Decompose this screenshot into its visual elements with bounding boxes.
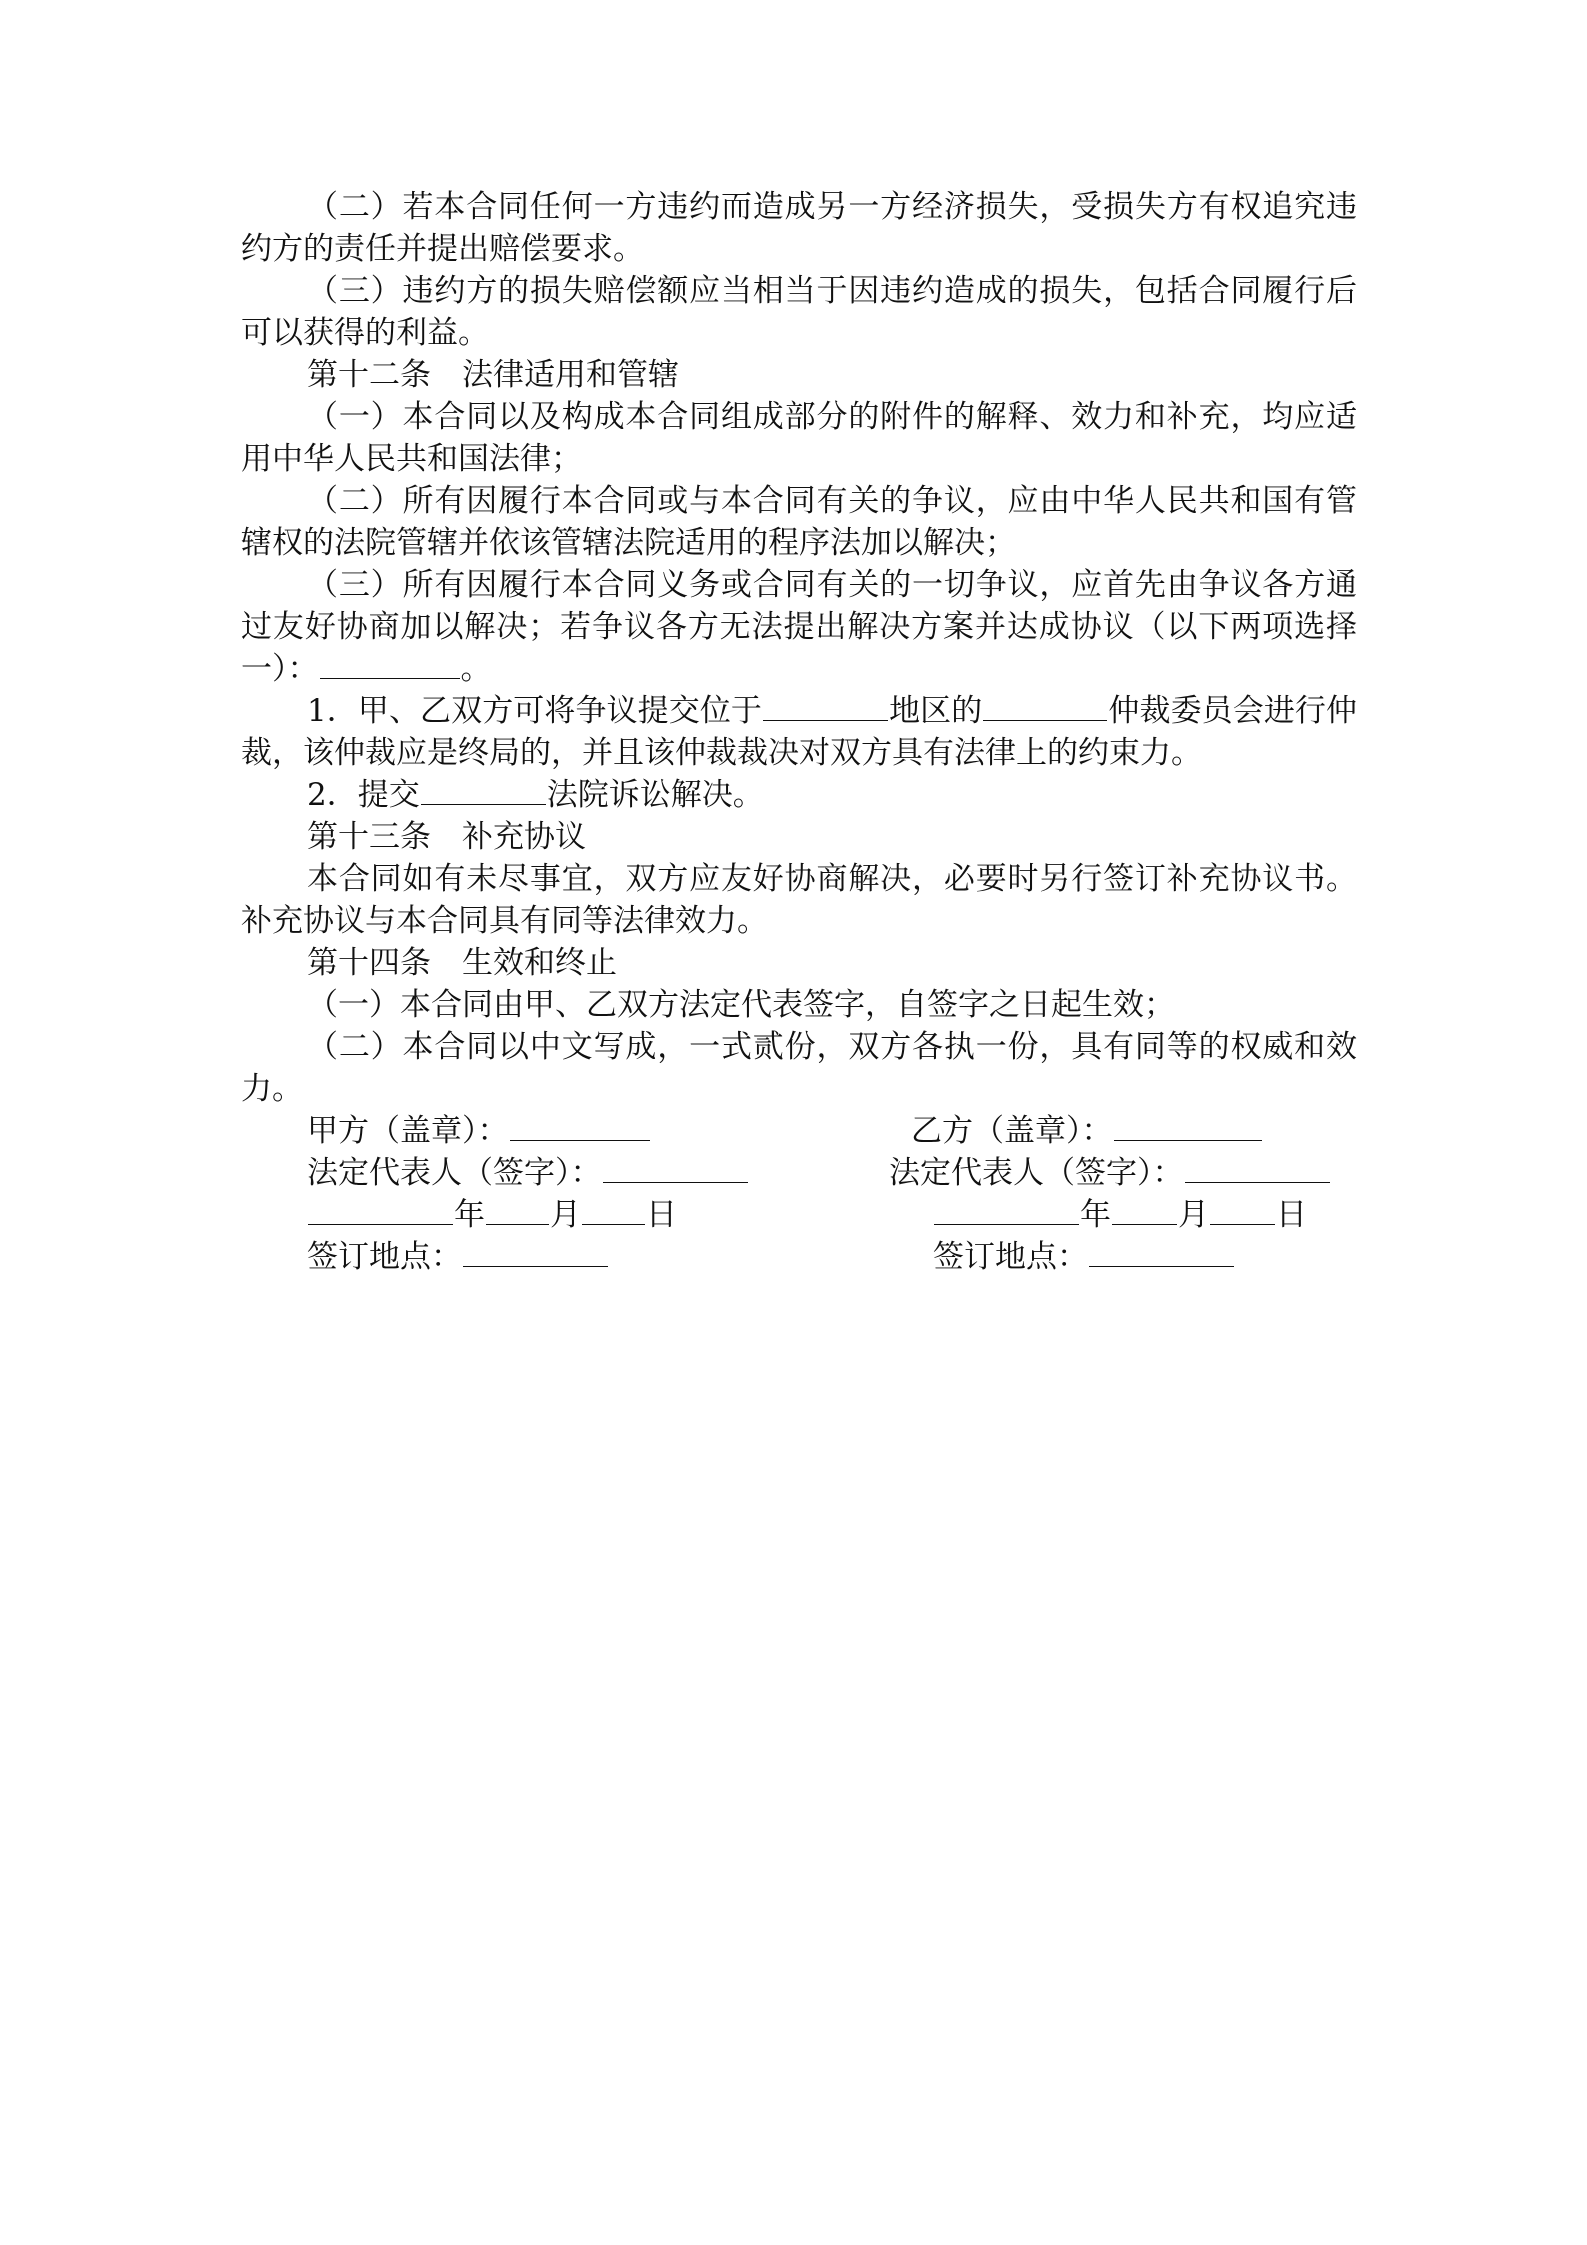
court-name-blank[interactable]: [421, 778, 546, 805]
party-b-sign-place-blank[interactable]: [1089, 1240, 1234, 1267]
party-a-year-label: 年: [454, 1197, 485, 1233]
party-a-day-label: 日: [646, 1197, 677, 1233]
party-a-seal: [307, 1110, 651, 1152]
party-a-month-label: 月: [550, 1197, 581, 1233]
clause-14-heading: 第十四条 生效和终止: [307, 945, 617, 981]
party-b-date: [933, 1194, 1307, 1236]
party-a-legal-rep: [307, 1152, 749, 1194]
contract-body: [241, 186, 1357, 1278]
arbitration-option: [241, 690, 1357, 774]
clause-12-2: （二）所有因履行本合同或与本合同有关的争议，应由中华人民共和国有管辖权的法院管辖并依该管辖法院适用的程序法加以解决；: [241, 483, 1357, 561]
party-a-date: [307, 1194, 677, 1236]
clause-12-3: [241, 564, 1357, 690]
clause-14-2: （二）本合同以中文写成，一式贰份，双方各执一份，具有同等的权威和效力。: [241, 1029, 1357, 1107]
party-b-sign-place: [933, 1236, 1235, 1278]
legal-rep-row: [241, 1152, 1357, 1194]
party-b-legal-rep-label: 法定代表人（签字）：: [889, 1155, 1184, 1191]
party-b-seal-label: 乙方（盖章）：: [911, 1113, 1113, 1149]
party-a-year-blank[interactable]: [308, 1198, 453, 1225]
party-a-sign-place: [307, 1236, 609, 1278]
dispute-option-blank[interactable]: [320, 652, 460, 679]
clause-12-3-end: 。: [460, 651, 492, 687]
clause-13-body: 本合同如有未尽事宜，双方应友好协商解决，必要时另行签订补充协议书。补充协议与本合同具有同等法律效力。: [241, 861, 1357, 939]
clause-12-3-text: （三）所有因履行本合同义务或合同有关的一切争议，应首先由争议各方通过友好协商加以解决；若争议各方无法提出解决方案并达成协议（以下两项选择一）：: [241, 567, 1357, 687]
clause-11-2: （二）若本合同任何一方违约而造成另一方经济损失，受损失方有权追究违约方的责任并提出赔偿要求。: [241, 189, 1357, 267]
sign-place-row: [241, 1236, 1357, 1278]
arbitration-option-text-a: 1．甲、乙双方可将争议提交位于: [307, 693, 762, 729]
party-b-year-label: 年: [1080, 1197, 1111, 1233]
clause-12-heading: 第十二条 法律适用和管辖: [307, 357, 679, 393]
party-a-legal-rep-label: 法定代表人（签字）：: [307, 1155, 602, 1191]
party-b-signature-blank[interactable]: [1185, 1156, 1330, 1183]
party-b-day-label: 日: [1276, 1197, 1307, 1233]
party-b-month-label: 月: [1178, 1197, 1209, 1233]
party-a-month-blank[interactable]: [486, 1198, 549, 1225]
party-a-day-blank[interactable]: [582, 1198, 645, 1225]
party-b-seal-blank[interactable]: [1114, 1114, 1262, 1141]
litigation-option-text-b: 法院诉讼解决。: [546, 777, 764, 813]
party-b-day-blank[interactable]: [1210, 1198, 1275, 1225]
arbitration-option-text-c: 仲裁委员会进行仲裁，该仲裁应是终局的，并且该仲裁裁决对双方具有法律上的约束力。: [241, 693, 1357, 771]
party-b-month-blank[interactable]: [1112, 1198, 1177, 1225]
clause-14-1: （一）本合同由甲、乙双方法定代表签字，自签字之日起生效；: [307, 987, 1175, 1023]
arbitration-option-text-b: 地区的: [888, 693, 983, 729]
party-a-signature-blank[interactable]: [603, 1156, 748, 1183]
party-a-sign-place-label: 签订地点：: [307, 1239, 462, 1275]
party-b-legal-rep: [889, 1152, 1331, 1194]
party-a-seal-blank[interactable]: [510, 1114, 650, 1141]
party-a-sign-place-blank[interactable]: [463, 1240, 608, 1267]
party-b-seal: [911, 1110, 1263, 1152]
arbitration-location-blank[interactable]: [763, 694, 888, 721]
party-b-year-blank[interactable]: [934, 1198, 1079, 1225]
arbitration-commission-blank[interactable]: [983, 694, 1107, 721]
date-row: [241, 1194, 1357, 1236]
clause-11-3: （三）违约方的损失赔偿额应当相当于因违约造成的损失，包括合同履行后可以获得的利益。: [241, 273, 1357, 351]
party-b-sign-place-label: 签订地点：: [933, 1239, 1088, 1275]
seal-row: [241, 1110, 1357, 1152]
clause-13-heading: 第十三条 补充协议: [307, 819, 586, 855]
litigation-option: [241, 774, 1357, 816]
party-a-seal-label: 甲方（盖章）：: [307, 1113, 509, 1149]
litigation-option-text-a: 2．提交: [307, 777, 420, 813]
clause-12-1: （一）本合同以及构成本合同组成部分的附件的解释、效力和补充，均应适用中华人民共和国法律；: [241, 399, 1357, 477]
